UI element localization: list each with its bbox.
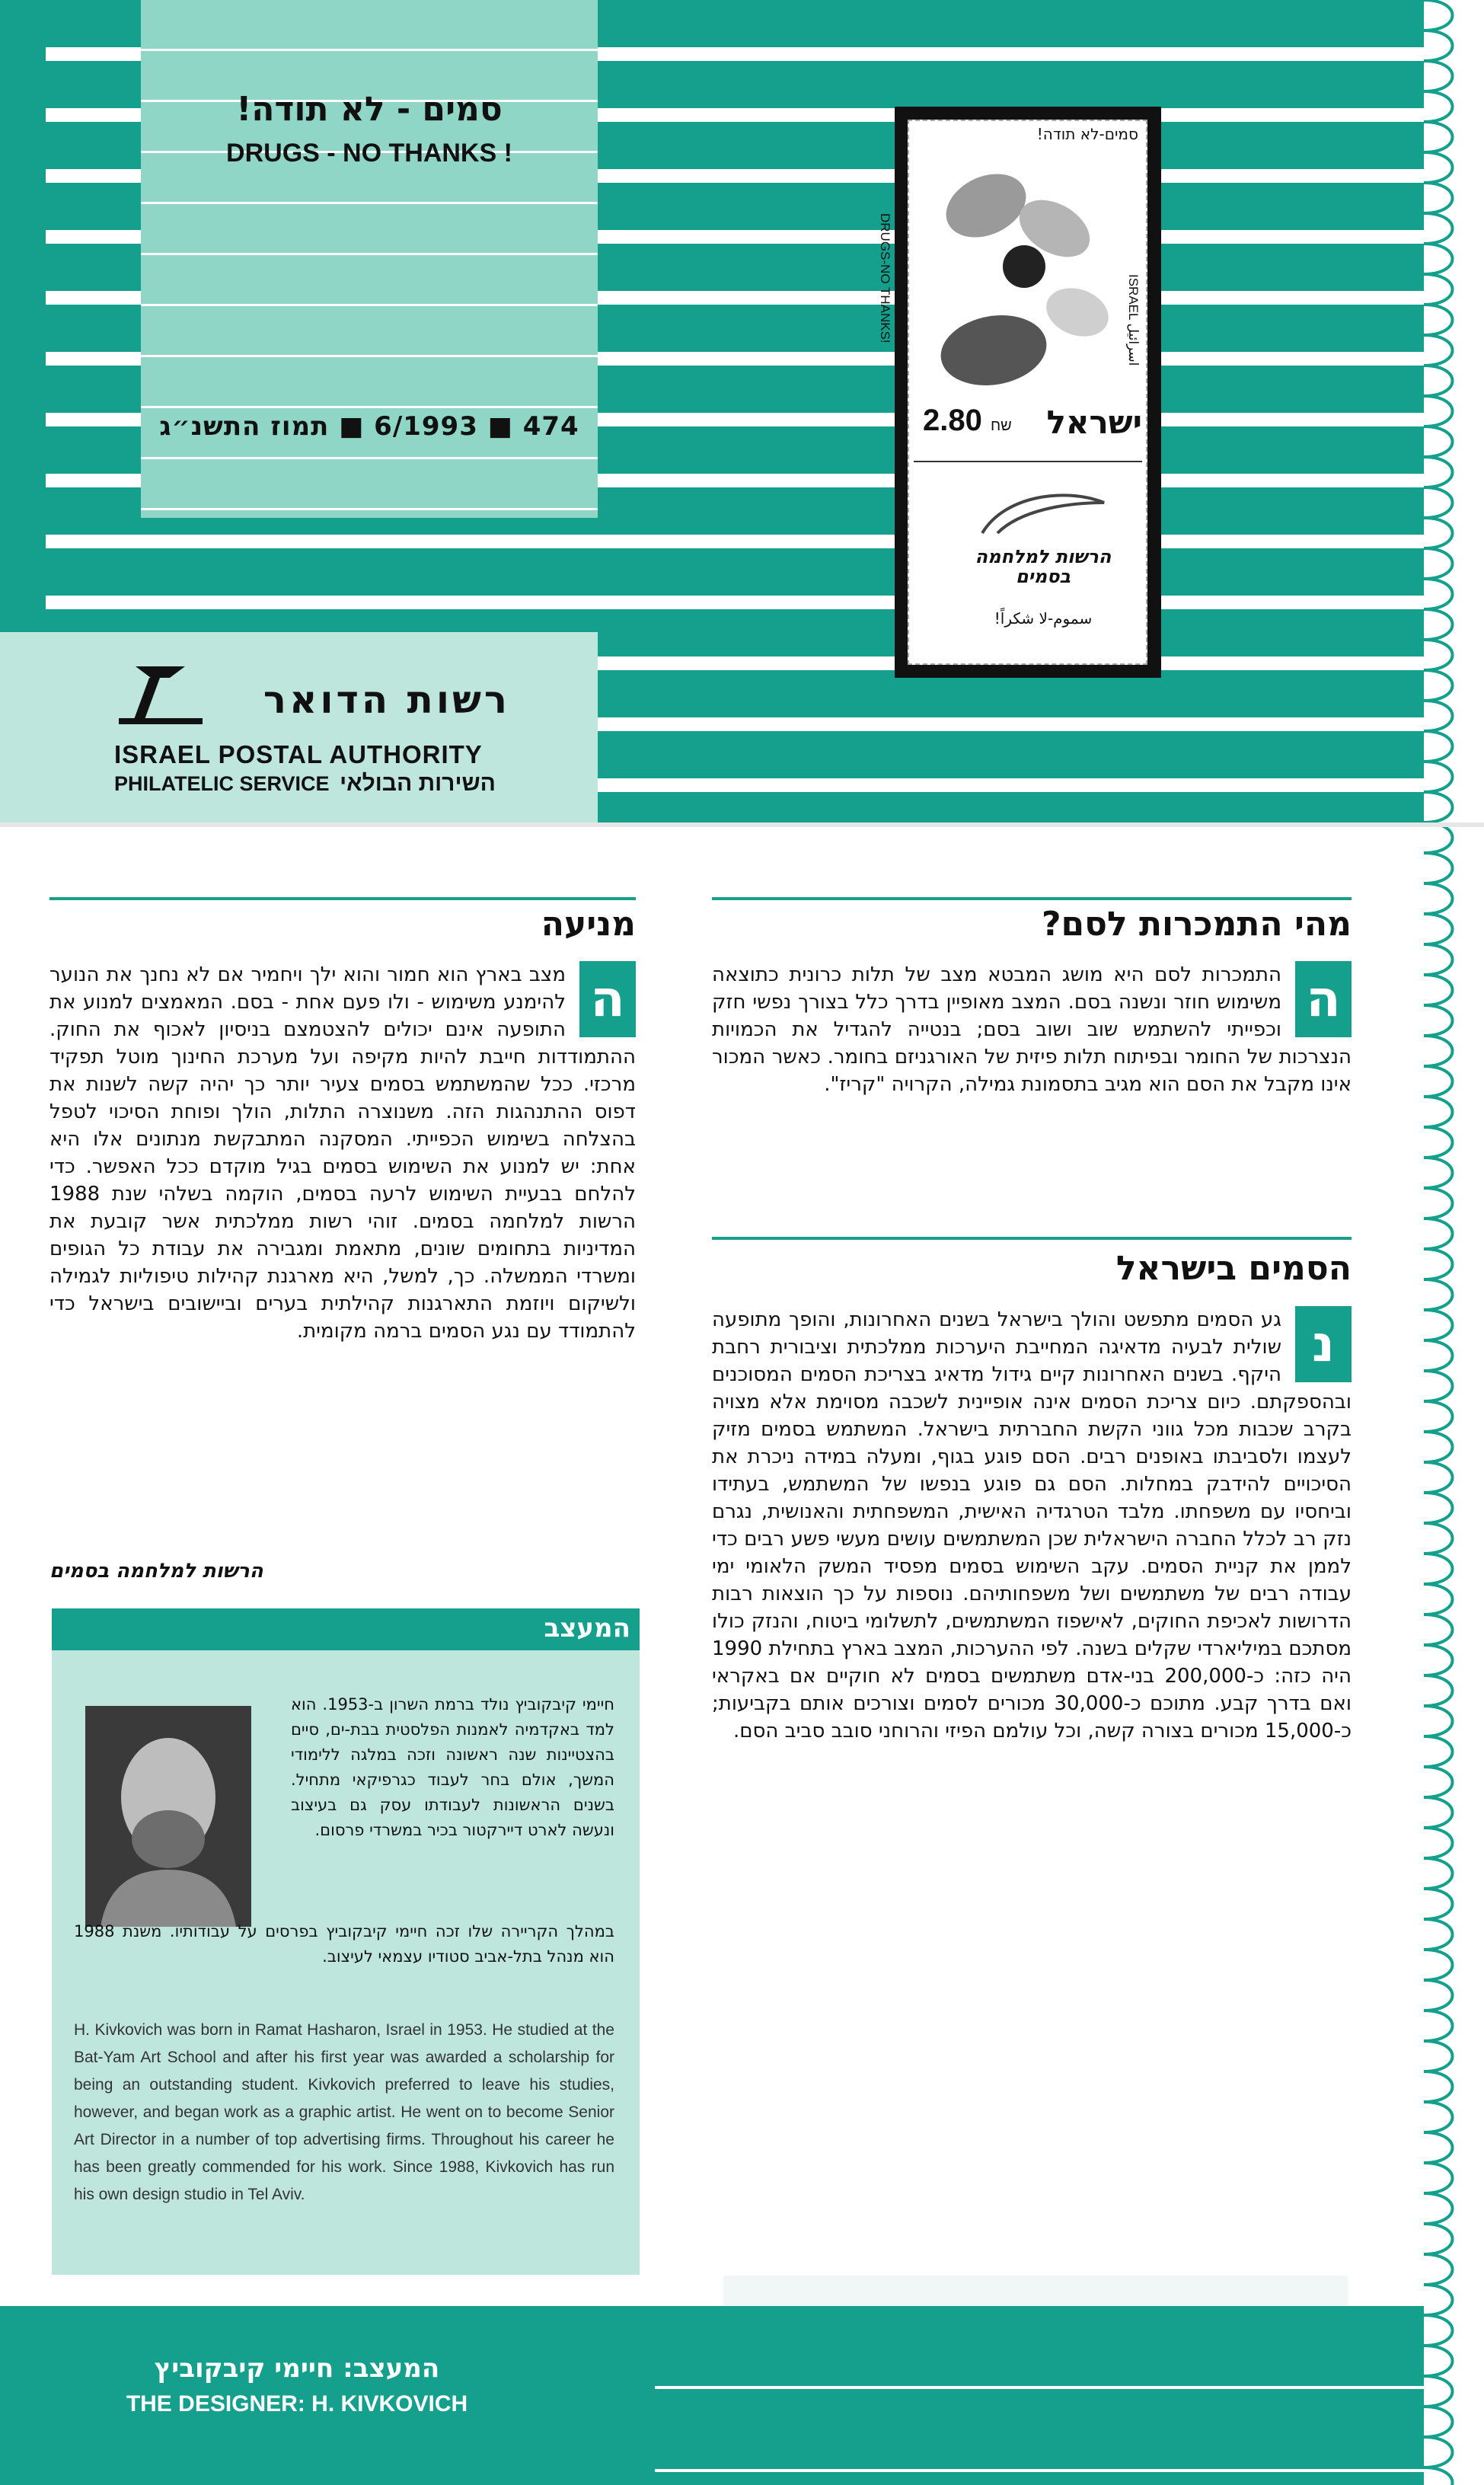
service-hebrew: השירות הבולאי <box>340 771 496 796</box>
stamp-title: סמים-לא תודה! <box>1036 125 1138 143</box>
service-english: PHILATELIC SERVICE <box>114 772 330 795</box>
stamp-country: ישראל <box>1046 404 1142 441</box>
section-text-prevention <box>49 961 636 1345</box>
stamp-side-country: ISRAEL اسرائيل <box>1126 274 1141 366</box>
credit-english: THE DESIGNER: H. KIVKOVICH <box>126 2391 468 2416</box>
section-title-israel: הסמים בישראל <box>1115 1249 1352 1288</box>
title-english: DRUGS - NO THANKS ! <box>226 139 512 168</box>
perforated-edge <box>1424 0 1484 2485</box>
stamp-value-number: 2.80 <box>923 404 982 437</box>
left-band <box>0 0 46 632</box>
designer-heading: המעצב <box>544 1613 630 1643</box>
section-rule <box>712 1237 1352 1240</box>
section-rule <box>49 897 636 900</box>
section-text-addiction <box>712 961 1352 1098</box>
stamp-side-text: DRUGS-NO THANKS! <box>878 213 892 343</box>
dropcap: נ <box>1295 1306 1352 1382</box>
stamp-perforation <box>914 461 1142 462</box>
stamp-tab-text: הרשות למלחמה בסמים <box>975 546 1112 587</box>
section-title-addiction: מהי התמכרות לסם? <box>1041 905 1352 944</box>
stamp-currency: שח <box>990 417 1012 434</box>
stamp-value <box>923 404 1012 438</box>
section-body: גע הסמים מתפשט והולך בישראל בשנים האחרונות, והופך מתופעה שולית לבעיה מדאיגה המחייבת היערכות ממלכתית וציבורית רחבת היקף. בשנים האחרונות קיים גידול מדאיג בצריכת הסמים המסוכנים ובהספקתם. כיום צריכת הסמים אינה אופיינית לשכבה מסוימת אלא מצויה בקרב שכבות מכל גווני הקשת החברתית בישראל. המשתמש בסמים מזיק לעצמו ולסביבתו באופנים רבים. הסם פוגע בגוף, ומעלה במידה ניכרת את הסיכויים להידבק במחלות. הסם גם פוגע בנפשו של המשתמש, בעתידו וביחסיו עם משפחתו. מלבד הטרגדיה האישית, המשפחתית והאנושית, נגרם נזק רב לכלל החברה הישראלית שכן המשתמשים עושים מעשי פשע רבים כדי לממן את קניית הסמים. עקב השימוש בסמים מפסיד המשק הלאומי ימי עבודה רבים של משתמשים ושל משפחותיהם. נוספות על כך הוצאות רבות הדרושות לאכיפת החוקים, לאישפוז המשתמשים, לתשלומי ביטוח, והנזק כולו מסתכם במיליארדי שקלים בשנה. לפי ההערכות, המצב בארץ בתחילת 1990 היה כזה: כ-200,000 בני-אדם משתמשים בסמים לא חוקיים אם באקראי ואם בדרך קבע. מתוכם כ-30,000 מכורים לסמים וצורכים אותם בקביעות; כ-15,000 מכורים בצורה קשה, וכל עולמם הפיזי והרוחני סובב סביב הסם. <box>712 1308 1352 1742</box>
signature: הרשות למלחמה בסמים <box>49 1560 263 1583</box>
section-text-israel <box>712 1306 1352 1745</box>
logo-hebrew: רשות הדואר <box>263 678 510 722</box>
fold-line <box>0 822 1484 827</box>
designer-bio-english: H. Kivkovich was born in Ramat Hasharon, Israel in 1953. He studied at the Bat-Yam Art School and after his first year was awarded a scholarship for being an outstanding student. Kivkovich preferred to leave his studies, however, and began work as a graphic artist. He went on to become Senior Art Director in a number of top advertising firms. Throughout his career he has been greatly commended for his work. Since 1988, Kivkovich has run his own design studio in Tel Aviv. <box>74 2021 614 2203</box>
credit-hebrew: המעצב: חיימי קיבקוביץ <box>154 2353 440 2384</box>
section-title-prevention: מניעה <box>541 905 636 944</box>
stamp-artwork-icon <box>933 152 1123 404</box>
section-body: התמכרות לסם היא מושג המבטא מצב של תלות כרונית כתוצאה משימוש חוזר ונשנה בסם. המצב מאופיין בדרך כלל בצורך נפשי חזק וכפייתי להשתמש שוב ושוב בסם; בנטייה להגדיל את הכמויות הנצרכות של החומר ובפיתוח תלות פיזית של האורגניזם בחומר. כאשר המכור אינו מקבל את הסם הוא מגיב בתסמונת גמילה, הקרויה "קריז". <box>712 963 1352 1096</box>
section-body: מצב בארץ הוא חמור והוא ילך ויחמיר אם לא נחנך את הנוער להימנע משימוש - ולו פעם אחת - בסם. המאמצים למנוע את התופעה אינם יכולים להצטמצם בניסיון לאכוף את החוק. ההתמודדות חייבת להיות מקיפה ועל מערכת החינוך מוטל תפקיד מרכזי. ככל שהמשתמש בסמים צעיר יותר כך יהיה קשה לשנות את דפוס ההתנהגות הזה. משנוצרה התלות, הולך ופוחת הסיכוי לטפל בהצלחה בשימוש הכפייתי. המסקנה המתבקשת מנתונים אלו היא אחת: יש למנוע את השימוש בסמים בגיל מוקדם ככל האפשר. כדי להלחם בבעיית השימוש לרעה בסמים, הוקמה בשלהי שנת 1988 הרשות למלחמה בסמים. זוהי רשות ממלכתית אשר קובעת את המדיניות בתחומים שונים, מתאמת ומגבירה את עבודת כל הגופים ומשרדי הממשלה. כך, למשל, היא מארגנת קהילות טיפוליות לגמילה ולשיקום ויוזמת התארגנות קהילתית בערים וביישובים בישראל כדי להתמודד עם נגע הסמים ברמה מקומית. <box>49 963 636 1343</box>
portrait-icon <box>85 1706 251 1927</box>
dropcap: ה <box>1295 961 1352 1037</box>
philatelic-service <box>114 771 510 797</box>
stamp-tab-arabic: سموم-لا شكراً! <box>994 609 1093 628</box>
designer-bio-hebrew-continued: במהלך הקריירה שלו זכה חיימי קיבקוביץ בפרסים על עבודותיו. משנת 1988 הוא מנהל בתל-אביב סטודיו עצמאי לעיצוב. <box>74 1922 614 1966</box>
section-rule <box>712 897 1352 900</box>
title-hebrew: סמים - לא תודה! <box>236 90 503 129</box>
logo-english: ISRAEL POSTAL AUTHORITY <box>114 740 483 768</box>
issue-line: 474 ■ 6/1993 ■ תמוז התשנ״ג <box>159 411 579 442</box>
stamp-tab-swirl-icon <box>975 487 1112 541</box>
designer-photo <box>85 1706 251 1927</box>
designer-bio-hebrew: חיימי קיבקוביץ נולד ברמת השרון ב-1953. הוא למד באקדמיה לאמנות הפלסטית בבת-ים, סיים בהצטיינות שנה ראשונה וזכה במלגה ללימודי המשך, אולם בחר לעבוד כגרפיקאי מתחיל. בשנים הראשונות לעבודתו עסק גם בעיצוב ונעשה לארט דיירקטור בכיר במשרדי פרסום. <box>291 1695 614 1839</box>
dropcap: ה <box>579 961 636 1037</box>
